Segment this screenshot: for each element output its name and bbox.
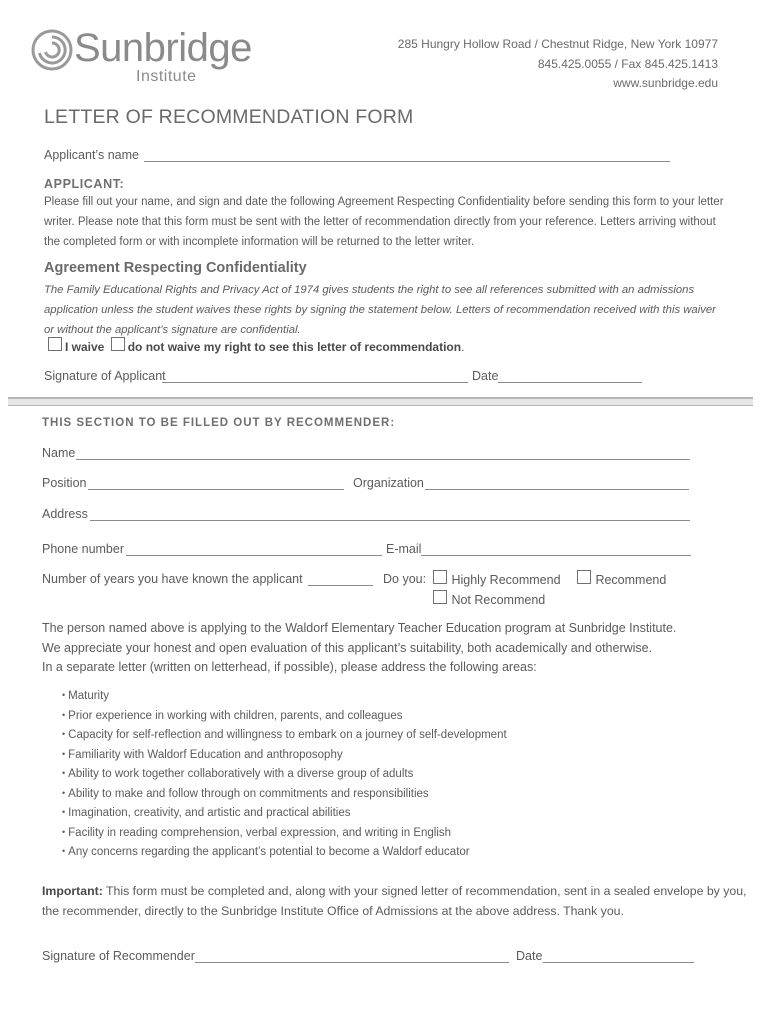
not-recommend-label: Not Recommend (451, 593, 546, 607)
not-waive-label: do not waive my right to see this letter of recommendation (127, 340, 462, 354)
phone-line: 845.425.0055 / Fax 845.425.1413 (537, 57, 718, 71)
recommender-date-field[interactable] (543, 962, 694, 963)
recommend-checkbox[interactable] (577, 570, 591, 584)
address-line: 285 Hungry Hollow Road / Chestnut Ridge, New York 10977 (397, 37, 718, 51)
important-text: the recommender, directly to the Sunbridge Institute Office of Admissions at the above address. Thank you. (42, 904, 624, 918)
position-field[interactable] (88, 489, 344, 490)
applicant-name-label: Applicant’s name (44, 148, 139, 162)
important-note (42, 881, 752, 921)
option-not-recommend[interactable] (433, 590, 545, 609)
list-item: • Prior experience in working with children, parents, and colleagues (62, 707, 507, 727)
do-you-label: Do you: (383, 572, 427, 586)
list-item: • Familiarity with Waldorf Education and anthroposophy (62, 746, 507, 766)
not-waive-checkbox[interactable] (111, 337, 125, 351)
section-divider (8, 397, 753, 406)
name-label: Name (42, 446, 76, 460)
agreement-line: or without the applicant’s signature are confidential. (44, 324, 301, 336)
intro-line: The person named above is applying to the Waldorf Elementary Teacher Education program at Sunbridge Institute. (42, 621, 677, 635)
important-text: This form must be completed and, along with your signed letter of recommendation, sent in a sealed envelope by you, (106, 884, 747, 898)
applicant-heading: APPLICANT: (44, 177, 125, 191)
list-item: • Maturity (62, 687, 507, 707)
logo-name: Sunbridge (74, 26, 252, 70)
list-item: • Capacity for self-reflection and willingness to embark on a journey of self-development (62, 726, 507, 746)
applicant-name-field[interactable] (144, 161, 670, 162)
phone-field[interactable] (126, 555, 382, 556)
email-field[interactable] (421, 555, 691, 556)
position-label: Position (42, 476, 87, 490)
waive-label: I waive (65, 340, 105, 354)
organization-field[interactable] (425, 489, 689, 490)
recommend-label: Recommend (595, 573, 667, 587)
areas-list (62, 687, 507, 863)
instruction-line: writer. Please note that this form must be sent with the letter of recommendation directly from your reference. Letters arriving without (44, 216, 716, 228)
recommender-signature-label: Signature of Recommender (42, 949, 195, 963)
address-field[interactable] (90, 520, 690, 521)
instruction-line: Please fill out your name, and sign and date the following Agreement Respecting Confidentiality before sending this form to your letter (44, 196, 724, 208)
list-item: • Imagination, creativity, and artistic and practical abilities (62, 804, 507, 824)
important-line (42, 881, 752, 901)
applicant-date-label: Date (472, 369, 499, 383)
important-label: Important: (42, 884, 103, 898)
agreement-title: Agreement Respecting Confidentiality (44, 260, 307, 276)
waiver-row (48, 337, 464, 354)
highly-recommend-checkbox[interactable] (433, 570, 447, 584)
organization-label: Organization (353, 476, 424, 490)
applicant-instructions (44, 192, 744, 252)
sunbridge-logo-icon (30, 28, 74, 72)
intro-line: We appreciate your honest and open evaluation of this applicant’s suitability, both academically and otherwise. (42, 640, 653, 655)
web-line: www.sunbridge.edu (613, 76, 718, 90)
intro-line: In a separate letter (written on letterhead, if possible), please address the following areas: (42, 660, 537, 674)
instruction-line: the completed form or with incomplete information will be returned to the letter writer. (44, 236, 475, 248)
intro-text (42, 619, 676, 678)
applicant-date-field[interactable] (498, 382, 642, 383)
phone-label: Phone number (42, 542, 125, 556)
form-title: LETTER OF RECOMMENDATION FORM (44, 106, 414, 128)
agreement-line: application unless the student waives these rights by signing the statement below. Letters of recommendation received with this waiver (44, 304, 716, 316)
list-item: • Ability to make and follow through on commitments and responsibilities (62, 785, 507, 805)
recommender-date-label: Date (516, 949, 543, 963)
email-label: E-mail (386, 542, 422, 556)
option-recommend[interactable] (577, 570, 666, 589)
years-label: Number of years you have known the applicant (42, 572, 303, 586)
list-item: • Any concerns regarding the applicant’s potential to become a Waldorf educator (62, 843, 507, 863)
agreement-body (44, 280, 734, 340)
not-recommend-checkbox[interactable] (433, 590, 447, 604)
applicant-signature-label: Signature of Applicant (44, 369, 166, 383)
recommender-signature-field[interactable] (195, 962, 509, 963)
highly-recommend-label: Highly Recommend (451, 573, 561, 587)
list-item: • Ability to work together collaboratively with a diverse group of adults (62, 765, 507, 785)
waive-checkbox[interactable] (48, 337, 62, 351)
address-label: Address (42, 507, 88, 521)
years-field[interactable] (308, 585, 373, 586)
period: . (461, 340, 465, 354)
recommender-heading: THIS SECTION TO BE FILLED OUT BY RECOMMENDER: (42, 417, 396, 429)
agreement-line: The Family Educational Rights and Privacy Act of 1974 gives students the right to see all references submitted with an admissions (44, 284, 695, 296)
applicant-signature-field[interactable] (162, 382, 468, 383)
logo-subtitle: Institute (136, 68, 197, 85)
option-highly-recommend[interactable] (433, 570, 561, 589)
name-field[interactable] (76, 459, 690, 460)
list-item: • Facility in reading comprehension, verbal expression, and writing in English (62, 824, 507, 844)
